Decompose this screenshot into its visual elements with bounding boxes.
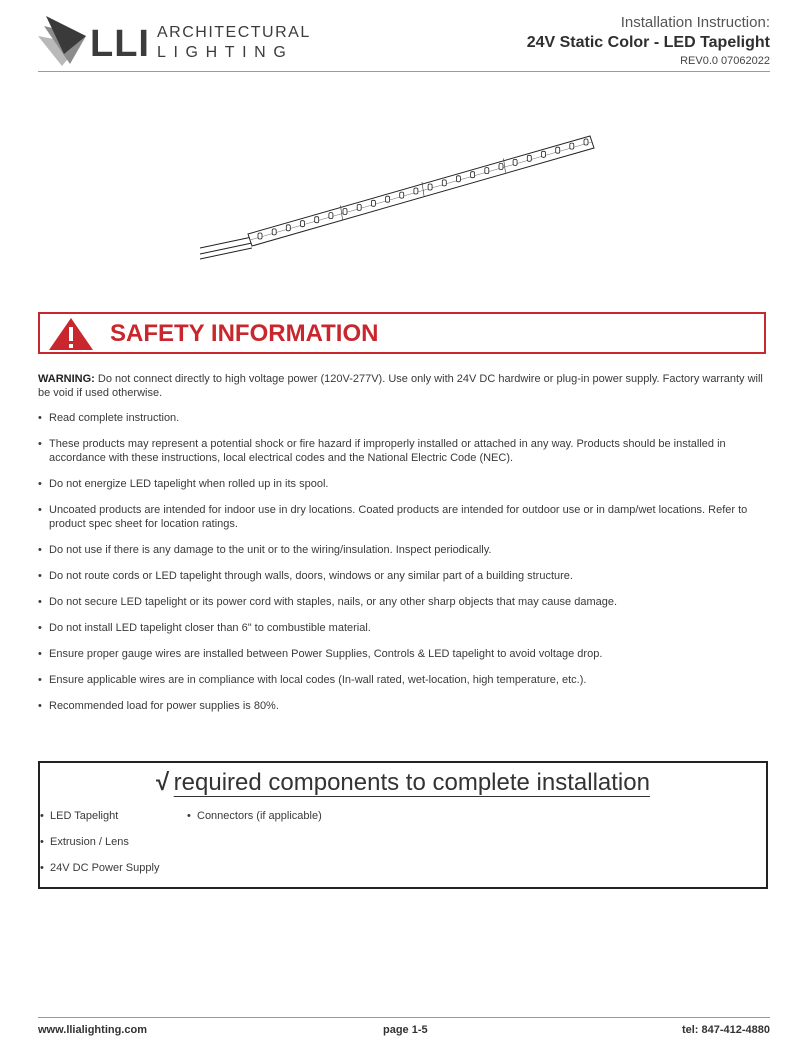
required-item: • 24V DC Power Supply [40,861,159,875]
footer-divider [38,1017,770,1018]
led-chip [329,213,333,219]
safety-list [38,411,770,713]
led-chip [442,180,446,186]
required-title: required components to complete installation [173,769,650,796]
led-chip [272,229,276,235]
safety-item: • Do not secure LED tapelight or its power cord with staples, nails, or any other sharp objects that may cause damage. [38,595,770,609]
safety-item: • Ensure proper gauge wires are installed between Power Supplies, Controls & LED tapelight to avoid voltage drop. [38,647,770,661]
safety-banner [38,312,766,354]
safety-item: • Do not use if there is any damage to the unit or to the wiring/insulation. Inspect periodically. [38,543,770,557]
safety-title: SAFETY INFORMATION [110,320,379,347]
led-chip [513,159,517,165]
led-chip [428,184,432,190]
led-chip [527,155,531,161]
required-item: • Connectors (if applicable) [187,809,322,823]
header-divider [38,71,770,72]
warning-label: WARNING: [38,373,95,385]
safety-item: • Do not route cords or LED tapelight through walls, doors, windows or any similar part of a building structure. [38,569,770,583]
brand-line-lighting: LIGHTING [157,44,294,61]
required-heading [40,769,766,797]
safety-item: • Ensure applicable wires are in compliance with local codes (In-wall rated, wet-location, high temperature, etc.). [38,673,770,687]
led-chip [471,172,475,178]
document-title: 24V Static Color - LED Tapelight [526,34,770,51]
footer-page-number: page 1-5 [383,1024,428,1036]
led-chip [301,221,305,227]
required-item: • Extrusion / Lens [40,835,129,849]
led-chip [456,176,460,182]
footer-website: www.llialighting.com [38,1024,147,1036]
led-chip [315,217,319,223]
led-chip [584,139,588,145]
warning-icon [48,317,94,351]
safety-item: • Do not install LED tapelight closer than 6" to combustible material. [38,621,770,635]
led-chip [556,147,560,153]
safety-item: • Uncoated products are intended for indoor use in dry locations. Coated products are intended for outdoor use or in damp/wet locations. Refer to product spec sheet for location ratings. [38,503,770,531]
document-subtitle: Installation Instruction: [620,14,770,31]
safety-item: • Recommended load for power supplies is 80%. [38,699,770,713]
document-revision: REV0.0 07062022 [680,55,770,67]
warning-paragraph [38,372,768,400]
required-item: • LED Tapelight [40,809,118,823]
led-chip [357,204,361,210]
led-chip [371,200,375,206]
brand-name: LLI [90,23,150,65]
led-chip [386,196,390,202]
safety-item: • Do not energize LED tapelight when rolled up in its spool. [38,477,770,491]
led-chip [542,151,546,157]
safety-item: • These products may represent a potential shock or fire hazard if improperly installed or attached in any way. Products should be installed in accordance with these instructions, local electrical codes and the National Electric Code (NEC). [38,437,770,465]
footer-phone: tel: 847-412-4880 [681,1024,770,1036]
led-chip [485,168,489,174]
led-chip [570,143,574,149]
brand-logo [36,14,311,70]
led-tape-illustration [190,130,610,270]
led-chip [343,209,347,215]
led-chip [258,233,262,239]
led-chip [286,225,290,231]
led-chip [400,192,404,198]
led-chip [414,188,418,194]
warning-text: Do not connect directly to high voltage power (120V-277V). Use only with 24V DC hardwire or plug-in power supply. Factory warranty will be void if used otherwise. [38,373,763,399]
brand-line-architectural: ARCHITECTURAL [157,24,311,41]
checkmark-icon: √ [156,769,170,796]
required-components-box [38,761,768,889]
safety-item: • Read complete instruction. [38,411,770,425]
led-chip [499,164,503,170]
